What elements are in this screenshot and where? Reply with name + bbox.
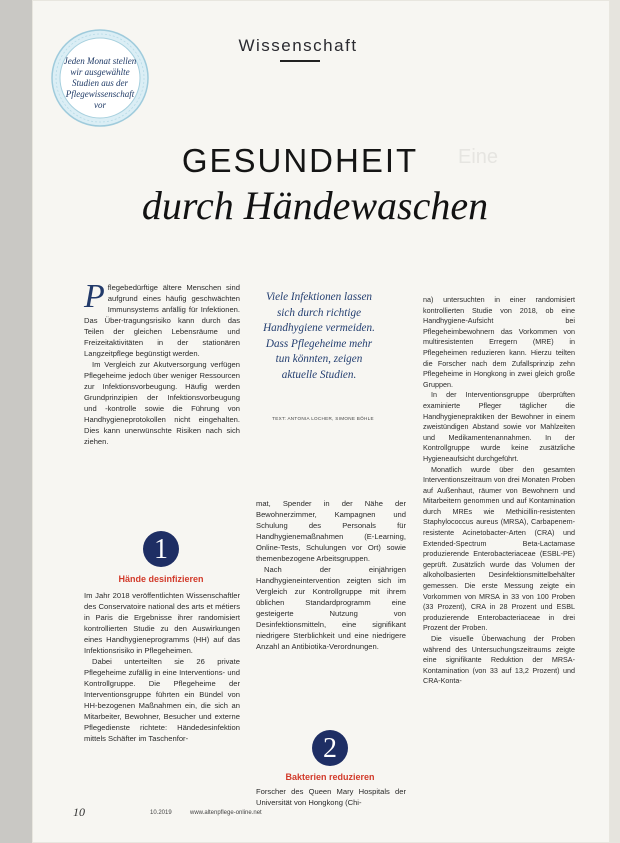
drop-cap: P: [84, 278, 105, 315]
study-paragraph: Forscher des Queen Mary Hospitals der Universität von Hongkong (Chi-: [256, 787, 406, 807]
headline-showthrough: Eine: [458, 146, 499, 168]
headline-subtitle: durch Händewaschen: [141, 183, 489, 228]
section-label: Wissenschaft: [238, 36, 358, 55]
right-paragraph: Monatlich wurde über den gesamten Interventionszeitraum von drei Monaten Proben auf Außenhaut, räumer von Bewohnern und Mitarbeitern genommen und auf Kontamination durch MREs wie Methicillin-resistenten Staphylococcus aureus (MRSA), Carbapenem-resistente Acinetobacter-Arten (CRA) und Extended-Spectrum Beta-Lactamase produzierende Enterobacteriaceae (ESBL-PE) geprüft. Zusätzlich wurde das Volumen der alkoholbasierten Desinfektionsmittelbehälter gemessen. Die erste Messung zeigte ein Vorkommen von MRSA in 33 von 100 Proben (33 Prozent), CRA in 28 Prozent und ESBL produzierende Enterobacteriaceae in drei Prozent der Proben.: [423, 464, 575, 633]
scanner-edge-left: [0, 0, 32, 843]
right-paragraph: na) untersuchten in einer randomisiert kontrollierten Studie von 2018, ob eine Handhygiene-Aufsicht bei Pflegeheimbewohnern das Vorkommen von multiresistenten Erregern (MRE) in Pflegeheimen reduzieren kann. Hierzu teilten die Forscher nach dem Zufallsprinzip zehn Pflegeheime in Hongkong in zwei gleich große Gruppen.: [423, 295, 575, 389]
middle-paragraph: mat, Spender in der Nähe der Bewohnerzimmer, Kampagnen und Schulung des Personals für Handhygienemaßnahmen (E-Learning, Online-Tests, Schulungen vor Ort) sowie themenbezogene Arbeitsgruppen.: [256, 499, 406, 563]
middle-paragraph: Nach der einjährigen Handhygieneintervention zeigten sich im Vergleich zur Kontrollgruppe mit ihrem üblichen Standardprogramm eine gesteigerte Nutzung von Desinfektionsmitteln, eine signifikant niedrigere Sterblichkeit und eine niedrigere Anzahl an Antibiotika-Verordnungen.: [256, 565, 406, 651]
middle-column-text: [256, 498, 406, 652]
author-credit: TEXT: ANTONIA LOCHER, SIMONE BÖHLE: [272, 416, 374, 421]
page-number: 10: [73, 805, 85, 819]
right-paragraph: Die visuelle Überwachung der Proben während des Untersuchungszeitraums zeigte eine signifikante Reduktion der MRSA-Kontamination (von 33 auf 13,2 Prozent) und CRA-Konta-: [423, 634, 575, 686]
headline-main: GESUNDHEIT: [181, 142, 419, 179]
section-divider: [280, 60, 320, 62]
study-number-badge: 1: [143, 531, 179, 567]
study-paragraph: Im Jahr 2018 veröffentlichten Wissenschaftler des Conservatoire national des arts et métiers in Paris die Ergebnisse ihrer randomisiert kontrollierten Studie zu den Auswirkungen eines Handhygieneprogramms (HH) auf das Infektionsrisiko in Pflegeheimen.: [84, 591, 240, 655]
intro-text: [84, 278, 240, 447]
scanner-edge-right: [610, 0, 620, 843]
intro-paragraph: flegebedürftige ältere Menschen sind aufgrund eines häufig geschwächten Immunsystems anfällig für Infektionen. Das Über-tragungsrisiko kann durch das Teilen der gleichen Lebensräume und Freizeitaktivitäten in der stationären Langzeitpflege begünstigt werden.: [84, 283, 240, 358]
study-number-badge: 2: [312, 730, 348, 766]
study-heading: Bakterien reduzieren: [285, 772, 375, 782]
seal-text: Jeden Monat stellen wir ausgewählte Studien aus der Pflegewissenschaft vor: [63, 56, 137, 110]
pull-quote: Viele Infektionen lassen sich durch richtige Handhygiene vermeiden. Dass Pflegeheime mehr tun könnten, zeigen aktuelle Studien.: [263, 291, 375, 381]
intro-paragraph: Im Vergleich zur Akutversorgung verfügen Pflegeheime jedoch über weniger Ressourcen zur Infektionsvorbeugung. Häufig werden Grundprinzipien der Infektionsvorbeugung und -kontrolle sowie die Führung von Handhygieneprotokollen nicht eingehalten. Dies kann unerwünschte Risiken nach sich ziehen.: [84, 360, 240, 446]
study-2-text: [256, 786, 406, 808]
website-url: www.altenpflege-online.net: [190, 810, 262, 816]
study-1-text: [84, 590, 240, 744]
study-heading: Hände desinfizieren: [118, 574, 204, 584]
study-paragraph: Dabei unterteilten sie 26 private Pflegeheime zufällig in eine Interventions- und Kontrollgruppe. Die Pflegeheime der Interventionsgruppe führten ein Bündel von HH-bezogenen Maßnahmen ein, die sich an Mitarbeiter, Bewohner, Besucher und externe Pflegedienste richtete: Händedesinfektion mittels Schäfter im Taschenfor-: [84, 657, 240, 743]
right-column-text: [423, 295, 575, 687]
issue-date: 10.2019: [150, 810, 172, 816]
right-paragraph: In der Interventionsgruppe überprüften examinierte Pfleger täglicher die Handhygienepraktiken der Bewohner in einem zweistündigen Abstand sowie vor Mahlzeiten und Medikamentenannahmen. In der Kontrollgruppe wurde keine zusätzliche Hygieneaufsicht durchgeführt.: [423, 390, 575, 463]
